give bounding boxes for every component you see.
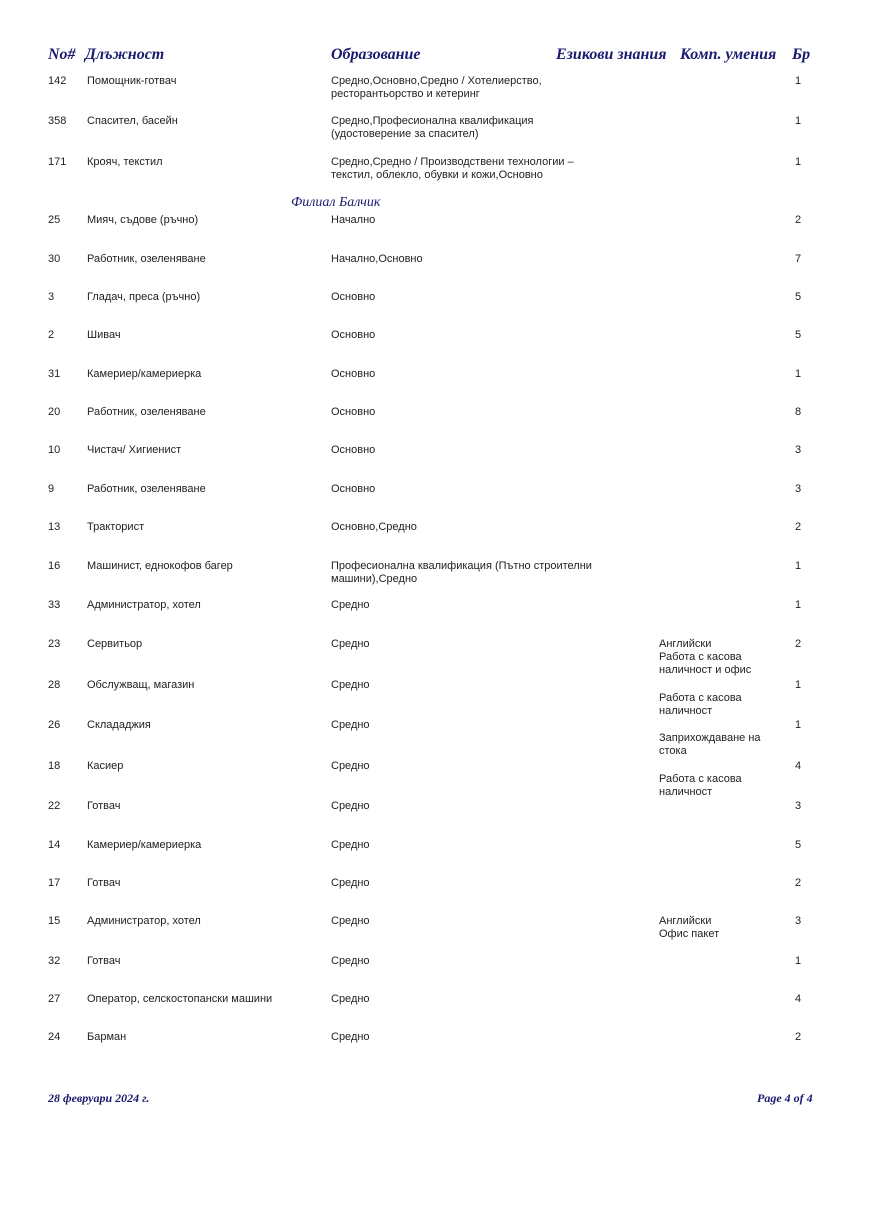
row-number: 358 — [48, 115, 67, 127]
row-position: Готвач — [87, 877, 121, 889]
row-count: 3 — [795, 800, 802, 812]
row-count: 1 — [795, 75, 802, 87]
footer-page-number: Page 4 of 4 — [757, 1091, 813, 1105]
row-position: Готвач — [87, 800, 121, 812]
row-position: Камериер/камериерка — [87, 839, 202, 851]
header-languages: Езикови знания — [556, 46, 667, 63]
row-position: Спасител, басейн — [87, 115, 178, 127]
row-education — [331, 915, 370, 928]
education-line: Средно — [331, 955, 370, 967]
row-number: 15 — [48, 915, 61, 927]
education-line: Основно — [331, 406, 376, 418]
education-line: Основно — [331, 483, 376, 495]
row-education — [331, 406, 375, 419]
computer-skill-line: наличност и офис — [659, 664, 752, 676]
education-line: Средно,Професионална квалификация — [331, 115, 534, 127]
computer-skill-line: Английски — [659, 638, 712, 650]
row-position: Шивач — [87, 329, 121, 341]
row-position: Работник, озеленяване — [87, 406, 206, 418]
row-count: 1 — [795, 955, 802, 967]
row-position: Работник, озеленяване — [87, 483, 206, 495]
row-number: 171 — [48, 156, 67, 168]
row-count: 3 — [795, 444, 802, 456]
row-education — [331, 291, 375, 304]
row-position: Барман — [87, 1031, 127, 1043]
row-computer-skills — [659, 719, 761, 758]
education-line: машини),Средно — [331, 573, 418, 585]
row-count: 2 — [795, 521, 802, 533]
row-number: 25 — [48, 214, 61, 226]
header-count: Бр — [792, 46, 811, 63]
education-line: ресторантьорство и кетеринг — [331, 88, 480, 100]
row-number: 20 — [48, 406, 61, 418]
row-position: Помощник-готвач — [87, 75, 177, 87]
computer-skill-line — [659, 679, 742, 692]
computer-skill-line: Работа с касова — [659, 773, 742, 785]
row-computer-skills — [659, 679, 742, 718]
row-education — [331, 955, 370, 968]
computer-skill-line: Работа с касова — [659, 651, 742, 663]
row-number: 9 — [48, 483, 55, 495]
row-number: 24 — [48, 1031, 61, 1043]
row-number: 14 — [48, 839, 61, 851]
row-count: 2 — [795, 638, 802, 650]
computer-skill-line: Заприхождаване на — [659, 732, 761, 744]
row-count: 5 — [795, 291, 802, 303]
computer-skill-line — [659, 719, 761, 732]
row-position: Готвач — [87, 955, 121, 967]
row-count: 1 — [795, 115, 802, 127]
education-line: Средно,Основно,Средно / Хотелиерство, — [331, 75, 542, 87]
row-position: Касиер — [87, 760, 124, 772]
footer-date: 28 февруари 2024 г. — [48, 1091, 150, 1105]
row-position: Оператор, селскостопански машини — [87, 993, 273, 1005]
row-education — [331, 993, 370, 1006]
row-position: Машинист, еднокофов багер — [87, 560, 233, 572]
computer-skill-line: Офис пакет — [659, 928, 720, 940]
header-no: No# — [48, 46, 76, 63]
row-education — [331, 156, 574, 182]
branch-title: Филиал Балчик — [291, 195, 381, 210]
row-count: 4 — [795, 760, 802, 772]
row-education — [331, 368, 375, 381]
row-education — [331, 75, 542, 101]
education-line: Средно — [331, 719, 370, 731]
row-education — [331, 253, 423, 266]
row-count: 2 — [795, 1031, 802, 1043]
row-education — [331, 214, 375, 227]
row-number: 33 — [48, 599, 61, 611]
row-number: 18 — [48, 760, 61, 772]
row-number: 3 — [48, 291, 55, 303]
row-count: 1 — [795, 719, 802, 731]
row-education — [331, 1031, 370, 1044]
row-count: 2 — [795, 214, 802, 226]
row-count: 3 — [795, 915, 802, 927]
row-count: 1 — [795, 368, 802, 380]
education-line: Начално,Основно — [331, 253, 423, 265]
row-number: 17 — [48, 877, 61, 889]
row-count: 1 — [795, 560, 802, 572]
row-education — [331, 839, 370, 852]
row-count: 1 — [795, 156, 802, 168]
row-number: 28 — [48, 679, 61, 691]
education-line: (удостоверение за спасител) — [331, 128, 479, 140]
row-count: 8 — [795, 406, 802, 418]
row-position: Администратор, хотел — [87, 599, 201, 611]
education-line: Средно — [331, 993, 370, 1005]
row-computer-skills — [659, 915, 719, 941]
row-education — [331, 115, 534, 141]
education-line: Основно — [331, 291, 376, 303]
row-education — [331, 638, 370, 651]
header-position: Длъжност — [85, 46, 165, 63]
education-line: Професионална квалификация (Пътно строителни — [331, 560, 592, 572]
row-education — [331, 800, 370, 813]
row-number: 30 — [48, 253, 61, 265]
row-position: Камериер/камериерка — [87, 368, 202, 380]
row-number: 2 — [48, 329, 55, 341]
row-count: 3 — [795, 483, 802, 495]
row-position: Обслужващ, магазин — [87, 679, 195, 691]
header-education: Образование — [331, 46, 421, 63]
education-line: Средно — [331, 800, 370, 812]
education-line: Средно — [331, 599, 370, 611]
education-line: Средно — [331, 679, 370, 691]
education-line: Средно,Средно / Производствени технологии – — [331, 156, 574, 168]
row-education — [331, 521, 417, 534]
row-computer-skills — [659, 760, 742, 799]
row-count: 1 — [795, 679, 802, 691]
row-count: 4 — [795, 993, 802, 1005]
row-number: 23 — [48, 638, 61, 650]
education-line: Основно — [331, 444, 376, 456]
row-position: Мияч, съдове (ръчно) — [87, 214, 199, 226]
row-position: Работник, озеленяване — [87, 253, 206, 265]
row-count: 1 — [795, 599, 802, 611]
row-count: 2 — [795, 877, 802, 889]
row-count: 5 — [795, 839, 802, 851]
row-computer-skills — [659, 638, 751, 677]
education-line: текстил, облекло, обувки и кожи,Основно — [331, 169, 543, 181]
row-number: 31 — [48, 368, 61, 380]
row-position: Крояч, текстил — [87, 156, 163, 168]
row-position: Администратор, хотел — [87, 915, 201, 927]
computer-skill-line — [659, 760, 742, 773]
row-education — [331, 760, 370, 773]
row-education — [331, 560, 592, 586]
row-number: 22 — [48, 800, 61, 812]
education-line: Основно — [331, 368, 376, 380]
row-number: 26 — [48, 719, 61, 731]
education-line: Средно — [331, 839, 370, 851]
education-line: Средно — [331, 760, 370, 772]
row-number: 13 — [48, 521, 61, 533]
row-number: 16 — [48, 560, 61, 572]
row-number: 27 — [48, 993, 61, 1005]
row-position: Гладач, преса (ръчно) — [87, 291, 201, 303]
computer-skill-line: стока — [659, 745, 687, 757]
row-number: 10 — [48, 444, 61, 456]
education-line: Средно — [331, 915, 370, 927]
row-education — [331, 877, 370, 890]
row-education — [331, 719, 370, 732]
row-position: Тракторист — [87, 521, 145, 533]
row-count: 7 — [795, 253, 802, 265]
row-education — [331, 483, 375, 496]
education-line: Средно — [331, 638, 370, 650]
row-education — [331, 679, 370, 692]
row-education — [331, 329, 375, 342]
education-line: Средно — [331, 1031, 370, 1043]
row-education — [331, 599, 370, 612]
row-position: Склададжия — [87, 719, 151, 731]
education-line: Основно,Средно — [331, 521, 417, 533]
computer-skill-line: наличност — [659, 786, 713, 798]
row-position: Сервитьор — [87, 638, 143, 650]
header-computer: Комп. умения — [680, 46, 777, 63]
row-position: Чистач/ Хигиенист — [87, 444, 182, 456]
row-count: 5 — [795, 329, 802, 341]
education-line: Начално — [331, 214, 376, 226]
row-number: 32 — [48, 955, 61, 967]
row-number: 142 — [48, 75, 67, 87]
education-line: Основно — [331, 329, 376, 341]
computer-skill-line: Английски — [659, 915, 712, 927]
computer-skill-line: Работа с касова — [659, 692, 742, 704]
row-education — [331, 444, 375, 457]
computer-skill-line: наличност — [659, 705, 713, 717]
education-line: Средно — [331, 877, 370, 889]
